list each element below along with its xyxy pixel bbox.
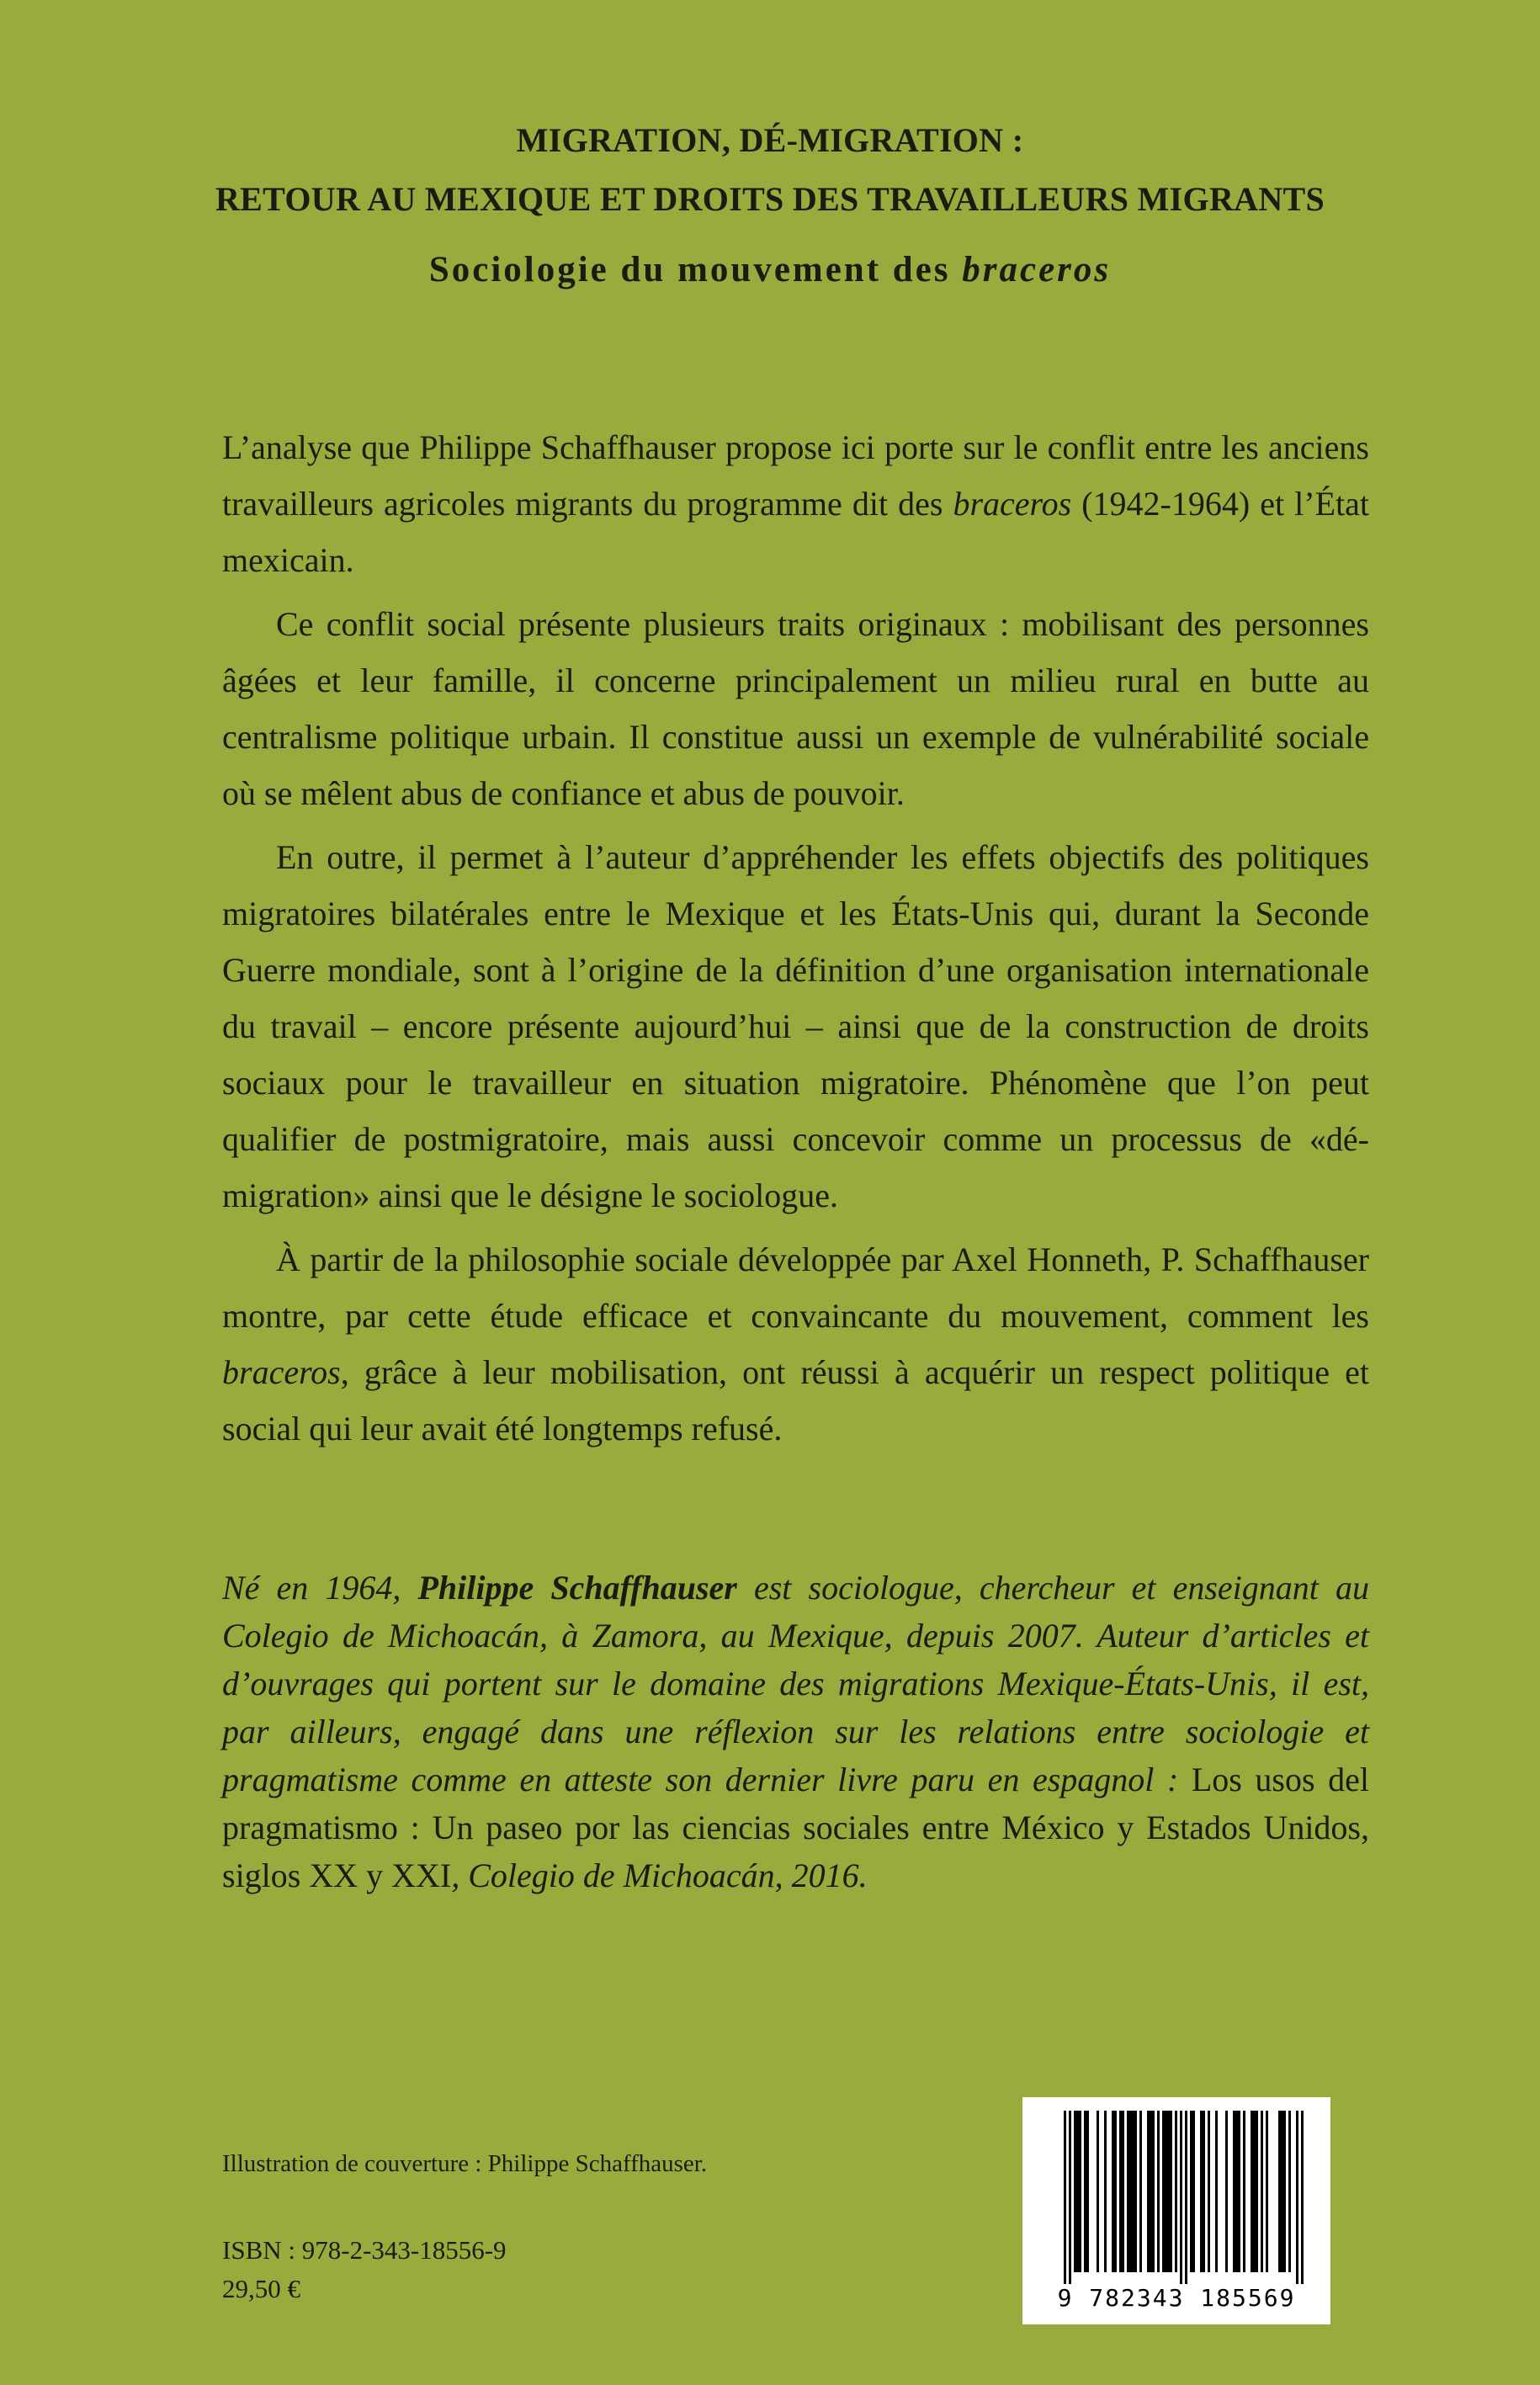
- barcode-bar: [1079, 2111, 1081, 2272]
- price: 29,50 €: [222, 2274, 300, 2303]
- summary-paragraph-3: En outre, il permet à l’auteur d’appréhender les effets objectifs des politiques migratoires bilatérales entre le Mexique et les États-Unis qui, durant la Seconde Guerre mondiale, sont à l’origine de la définition d’une organisation internationale du travail – encore présente aujourd’hui – ainsi que de la construction de droits sociaux pour le travailleur en situation migratoire. Phénomène que l’on peut qualifier de postmigratoire, mais aussi concevoir comme un processus de «dé-migration» ainsi que le désigne le sociologue.: [222, 838, 1369, 1214]
- barcode-bar: [1251, 2111, 1253, 2272]
- barcode-bar: [1208, 2111, 1210, 2272]
- subtitle-italic: braceros: [962, 250, 1112, 289]
- barcode-bar: [1069, 2111, 1071, 2284]
- barcode-bars: [1022, 2097, 1330, 2287]
- barcode-bar: [1170, 2111, 1172, 2272]
- barcode-bar: [1157, 2111, 1160, 2272]
- barcode-bar: [1215, 2111, 1218, 2272]
- barcode-bar: [1165, 2111, 1167, 2272]
- barcode-bar: [1074, 2111, 1076, 2272]
- barcode-bar: [1296, 2111, 1298, 2284]
- barcode-bar: [1180, 2111, 1182, 2284]
- barcode-bar: [1253, 2111, 1256, 2272]
- barcode-bar: [1243, 2111, 1245, 2272]
- barcode-bar: [1192, 2111, 1195, 2272]
- book-reference-title: Los usos del pragmatismo : Un paseo por las ciencias sociales entre México y Estados Unidos, siglos XX y XXI: [222, 1761, 1370, 1894]
- barcode-bar: [1132, 2111, 1134, 2272]
- barcode-bar: [1152, 2111, 1155, 2272]
- barcode-bar: [1147, 2111, 1150, 2272]
- barcode-number: 9 782343 185569: [1057, 2284, 1296, 2312]
- barcode-bar: [1097, 2111, 1099, 2272]
- barcode-bar: [1162, 2111, 1165, 2272]
- barcode-bar: [1235, 2111, 1238, 2272]
- barcode-bar: [1283, 2111, 1286, 2272]
- barcode-bar: [1225, 2111, 1228, 2272]
- summary-paragraph-1: L’analyse que Philippe Schaffhauser propose ici porte sur le conflit entre les anciens travailleurs agricoles migrants du programme dit des braceros (1942-1964) et l’État mexicain.: [222, 428, 1369, 579]
- barcode-bar: [1278, 2111, 1281, 2272]
- barcode-bar: [1076, 2111, 1079, 2272]
- cover-illustration-credit: Illustration de couverture : Philippe Schaffhauser.: [222, 2150, 708, 2177]
- barcode-bar: [1203, 2111, 1205, 2272]
- barcode-bar: [1127, 2111, 1129, 2272]
- barcode-bar: [1167, 2111, 1170, 2272]
- book-title-line-1: MIGRATION, DÉ-MIGRATION :: [516, 121, 1024, 159]
- book-summary: [222, 419, 1369, 1464]
- barcode-bar: [1129, 2111, 1132, 2272]
- barcode-bar: [1301, 2111, 1304, 2284]
- author-bio: Né en 1964, Philippe Schaffhauser est sociologue, chercheur et enseignant au Colegio de Michoacán, à Zamora, au Mexique, depuis 2007. Auteur d’articles et d’ouvrages qui portent sur le domaine des migrations Mexique-États-Unis, il est, par ailleurs, engagé dans une réflexion sur les relations entre sociologie et pragmatisme comme en atteste son dernier livre paru en espagnol : Los usos del pragmatismo : Un paseo por las ciencias sociales entre México y Estados Unidos, siglos XX y XXI, Colegio de Michoacán, 2016.: [222, 1569, 1370, 1894]
- author-name: Philippe Schaffhauser: [417, 1569, 737, 1607]
- summary-paragraph-4: À partir de la philosophie sociale développée par Axel Honneth, P. Schaffhauser montre, par cette étude efficace et convaincante du mouvement, comment les braceros, grâce à leur mobilisation, ont réussi à acquérir un respect politique et social qui leur avait été longtemps refusé.: [222, 1240, 1369, 1447]
- barcode-bar: [1233, 2111, 1235, 2272]
- barcode-bar: [1238, 2111, 1240, 2272]
- barcode-bar: [1139, 2111, 1142, 2272]
- barcode-bar: [1266, 2111, 1268, 2272]
- barcode-bar: [1261, 2111, 1263, 2272]
- barcode: [1022, 2097, 1330, 2324]
- barcode-bar: [1175, 2111, 1177, 2272]
- barcode-bar: [1086, 2111, 1089, 2272]
- barcode-bar: [1150, 2111, 1152, 2272]
- summary-paragraph-2: Ce conflit social présente plusieurs traits originaux : mobilisant des personnes âgées et leur famille, il concerne principalement un milieu rural en butte au centralisme politique urbain. Il constitue aussi un exemple de vulnérabilité sociale où se mêlent abus de confiance et abus de pouvoir.: [222, 605, 1369, 812]
- barcode-bar: [1064, 2111, 1066, 2284]
- back-cover-header: [0, 111, 1540, 290]
- barcode-bar: [1200, 2111, 1203, 2272]
- barcode-bar: [1185, 2111, 1187, 2284]
- barcode-bar: [1122, 2111, 1124, 2272]
- book-subtitle: [0, 249, 1540, 290]
- barcode-bar: [1256, 2111, 1258, 2272]
- barcode-bar: [1288, 2111, 1291, 2272]
- barcode-bar: [1084, 2111, 1086, 2272]
- subtitle-prefix: Sociologie du mouvement des: [428, 250, 963, 289]
- barcode-bar: [1281, 2111, 1283, 2272]
- barcode-bar: [1134, 2111, 1137, 2272]
- barcode-bar: [1119, 2111, 1122, 2272]
- barcode-bar: [1190, 2111, 1192, 2272]
- book-title-line-2: RETOUR AU MEXIQUE ET DROITS DES TRAVAILLEURS MIGRANTS: [215, 180, 1325, 218]
- barcode-bar: [1112, 2111, 1114, 2272]
- barcode-bar: [1104, 2111, 1107, 2272]
- isbn: ISBN : 978-2-343-18556-9: [222, 2235, 507, 2265]
- barcode-bar: [1114, 2111, 1117, 2272]
